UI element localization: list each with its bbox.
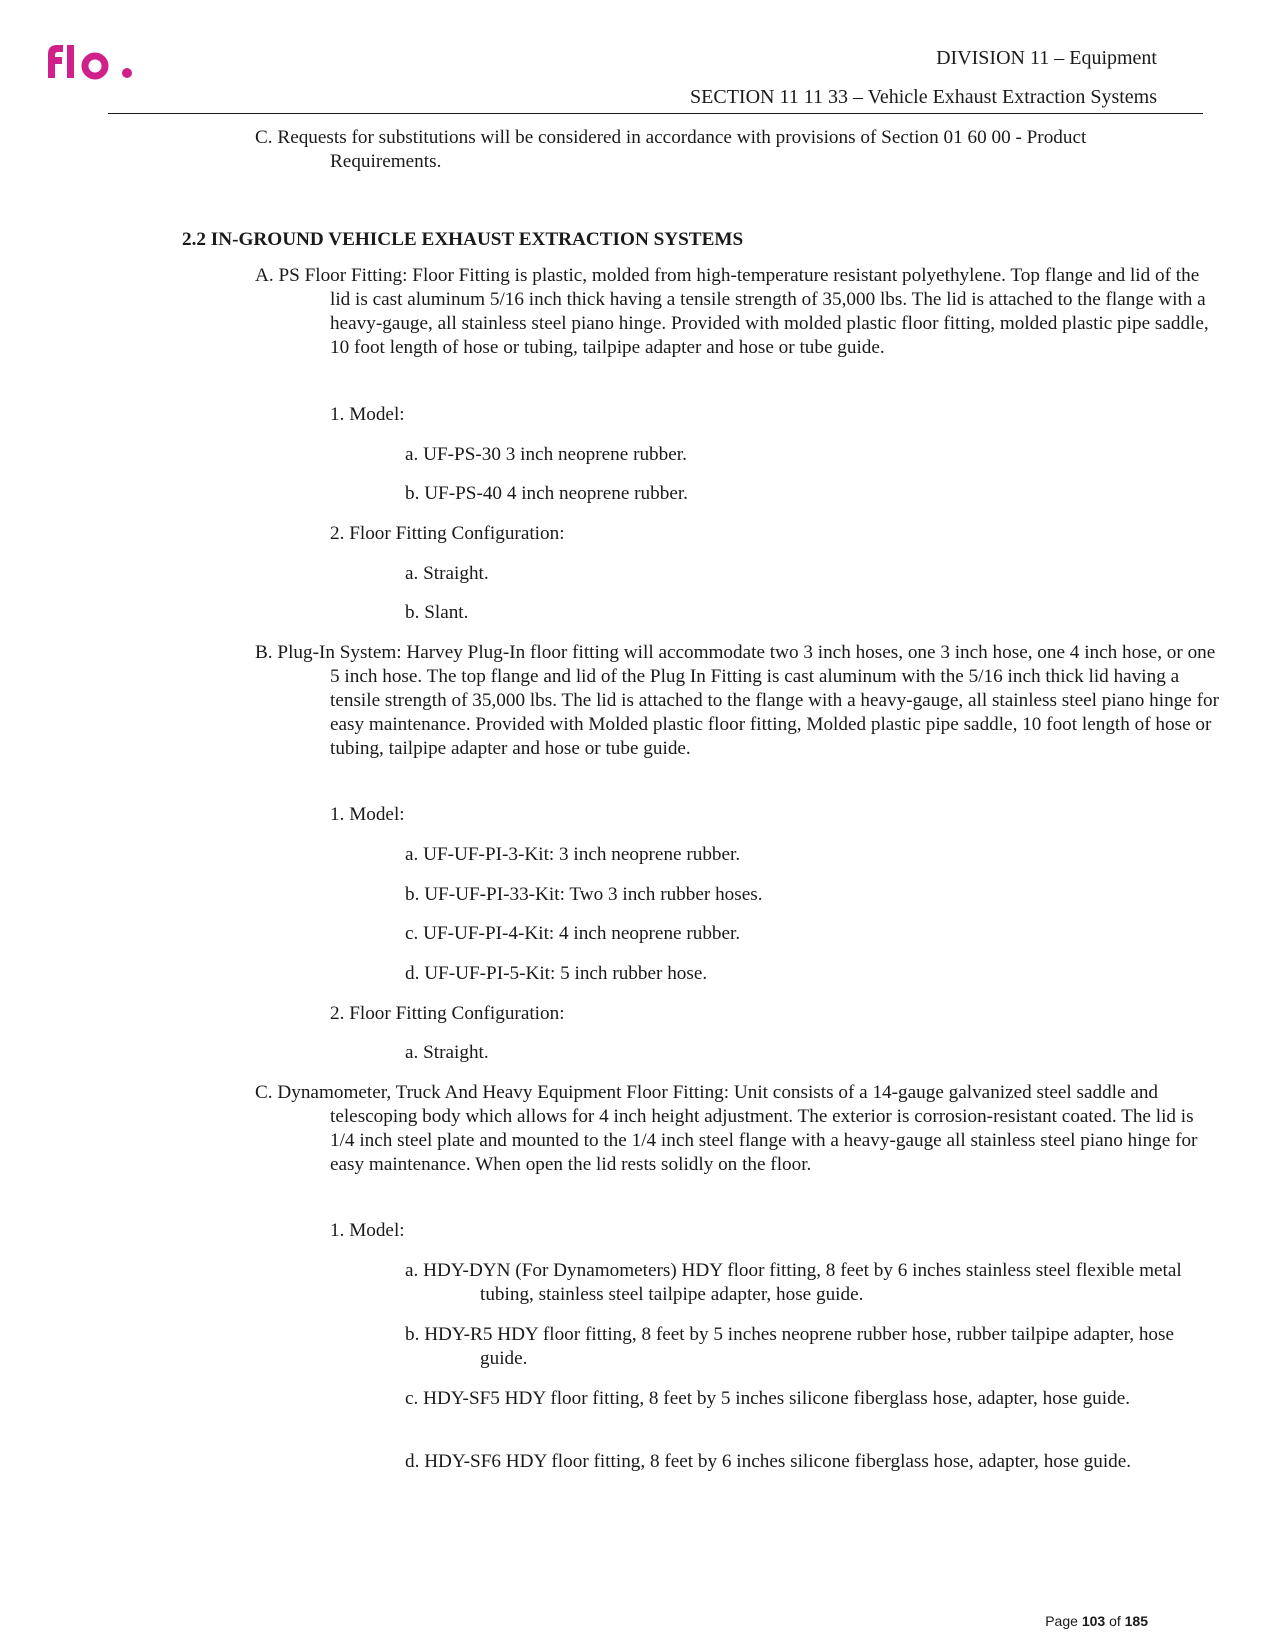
page-total: 185: [1124, 1613, 1148, 1629]
section-heading: 2.2 IN-GROUND VEHICLE EXHAUST EXTRACTION SYSTEMS: [182, 229, 744, 250]
b-model-item-a: a. UF-UF-PI-3-Kit: 3 inch neoprene rubber.: [405, 844, 741, 865]
a-model-item-a: a. UF-PS-30 3 inch neoprene rubber.: [405, 444, 687, 465]
paragraph-b: B. Plug-In System: Harvey Plug-In floor fitting will accommodate two 3 inch hoses, one 3 inch hose, one 4 inch hose, or one 5 inch hose. The top flange and lid of the Plug In Fitting is cast aluminum with the 5/16 inch thick lid having a tensile strength of 35,000 lbs. The lid is attached to the flange with a heavy-gauge, all stainless steel piano hinge for easy maintenance. Provided with Molded plastic floor fitting, Molded plastic pipe saddle, 10 foot length of hose or tubing, tailpipe adapter and hose or tube guide.: [255, 642, 1219, 759]
page-of: of: [1109, 1613, 1121, 1629]
b-model-item-d: d. UF-UF-PI-5-Kit: 5 inch rubber hose.: [405, 963, 708, 984]
division-header: DIVISION 11 – Equipment: [936, 47, 1157, 69]
c-model-label: 1. Model:: [330, 1220, 405, 1241]
b-model-label: 1. Model:: [330, 804, 405, 825]
c-model-item-d: d. HDY-SF6 HDY floor fitting, 8 feet by 6 inches silicone fiberglass hose, adapter, hose guide.: [405, 1451, 1132, 1472]
c-model-item-b: b. HDY-R5 HDY floor fitting, 8 feet by 5 inches neoprene rubber hose, rubber tailpipe adapter, hose guide.: [405, 1324, 1174, 1369]
a-config-item-b: b. Slant.: [405, 602, 469, 623]
c-model-item-c: c. HDY-SF5 HDY floor fitting, 8 feet by 5 inches silicone fiberglass hose, adapter, hose guide.: [405, 1388, 1131, 1409]
page-number: [1045, 1613, 1148, 1629]
b-model-item-c: c. UF-UF-PI-4-Kit: 4 inch neoprene rubber.: [405, 923, 741, 944]
a-model-item-b: b. UF-PS-40 4 inch neoprene rubber.: [405, 483, 688, 504]
page-label: Page: [1045, 1613, 1078, 1629]
flo-logo-mark: [45, 40, 137, 80]
page-current: 103: [1081, 1613, 1106, 1629]
substitutions-paragraph: C. Requests for substitutions will be considered in accordance with provisions of Section 01 60 00 - Product Requirements.: [255, 127, 1087, 172]
a-config-item-a: a. Straight.: [405, 563, 489, 584]
paragraph-c: C. Dynamometer, Truck And Heavy Equipment Floor Fitting: Unit consists of a 14-gauge galvanized steel saddle and telescoping body which allows for 4 inch height adjustment. The exterior is corrosion-resistant coated. The lid is 1/4 inch steel plate and mounted to the 1/4 inch steel flange with a heavy-gauge all stainless steel piano hinge for easy maintenance. When open the lid rests solidly on the floor.: [255, 1082, 1198, 1175]
paragraph-a: A. PS Floor Fitting: Floor Fitting is plastic, molded from high-temperature resistant polyethylene. Top flange and lid of the lid is cast aluminum 5/16 inch thick having a tensile strength of 35,000 lbs. The lid is attached to the flange with a heavy-gauge, all stainless steel piano hinge. Provided with molded plastic floor fitting, molded plastic pipe saddle, 10 foot length of hose or tubing, tailpipe adapter and hose or tube guide.: [255, 265, 1209, 358]
flo-logo: [45, 40, 137, 88]
c-model-item-a: a. HDY-DYN (For Dynamometers) HDY floor fitting, 8 feet by 6 inches stainless steel flexible metal tubing, stainless steel tailpipe adapter, hose guide.: [405, 1260, 1182, 1305]
header-divider: [108, 113, 1203, 114]
b-config-label: 2. Floor Fitting Configuration:: [330, 1003, 565, 1024]
a-config-label: 2. Floor Fitting Configuration:: [330, 523, 565, 544]
a-model-label: 1. Model:: [330, 404, 405, 425]
b-model-item-b: b. UF-UF-PI-33-Kit: Two 3 inch rubber hoses.: [405, 884, 763, 905]
section-header: SECTION 11 11 33 – Vehicle Exhaust Extraction Systems: [690, 86, 1157, 108]
b-config-item-a: a. Straight.: [405, 1042, 489, 1063]
